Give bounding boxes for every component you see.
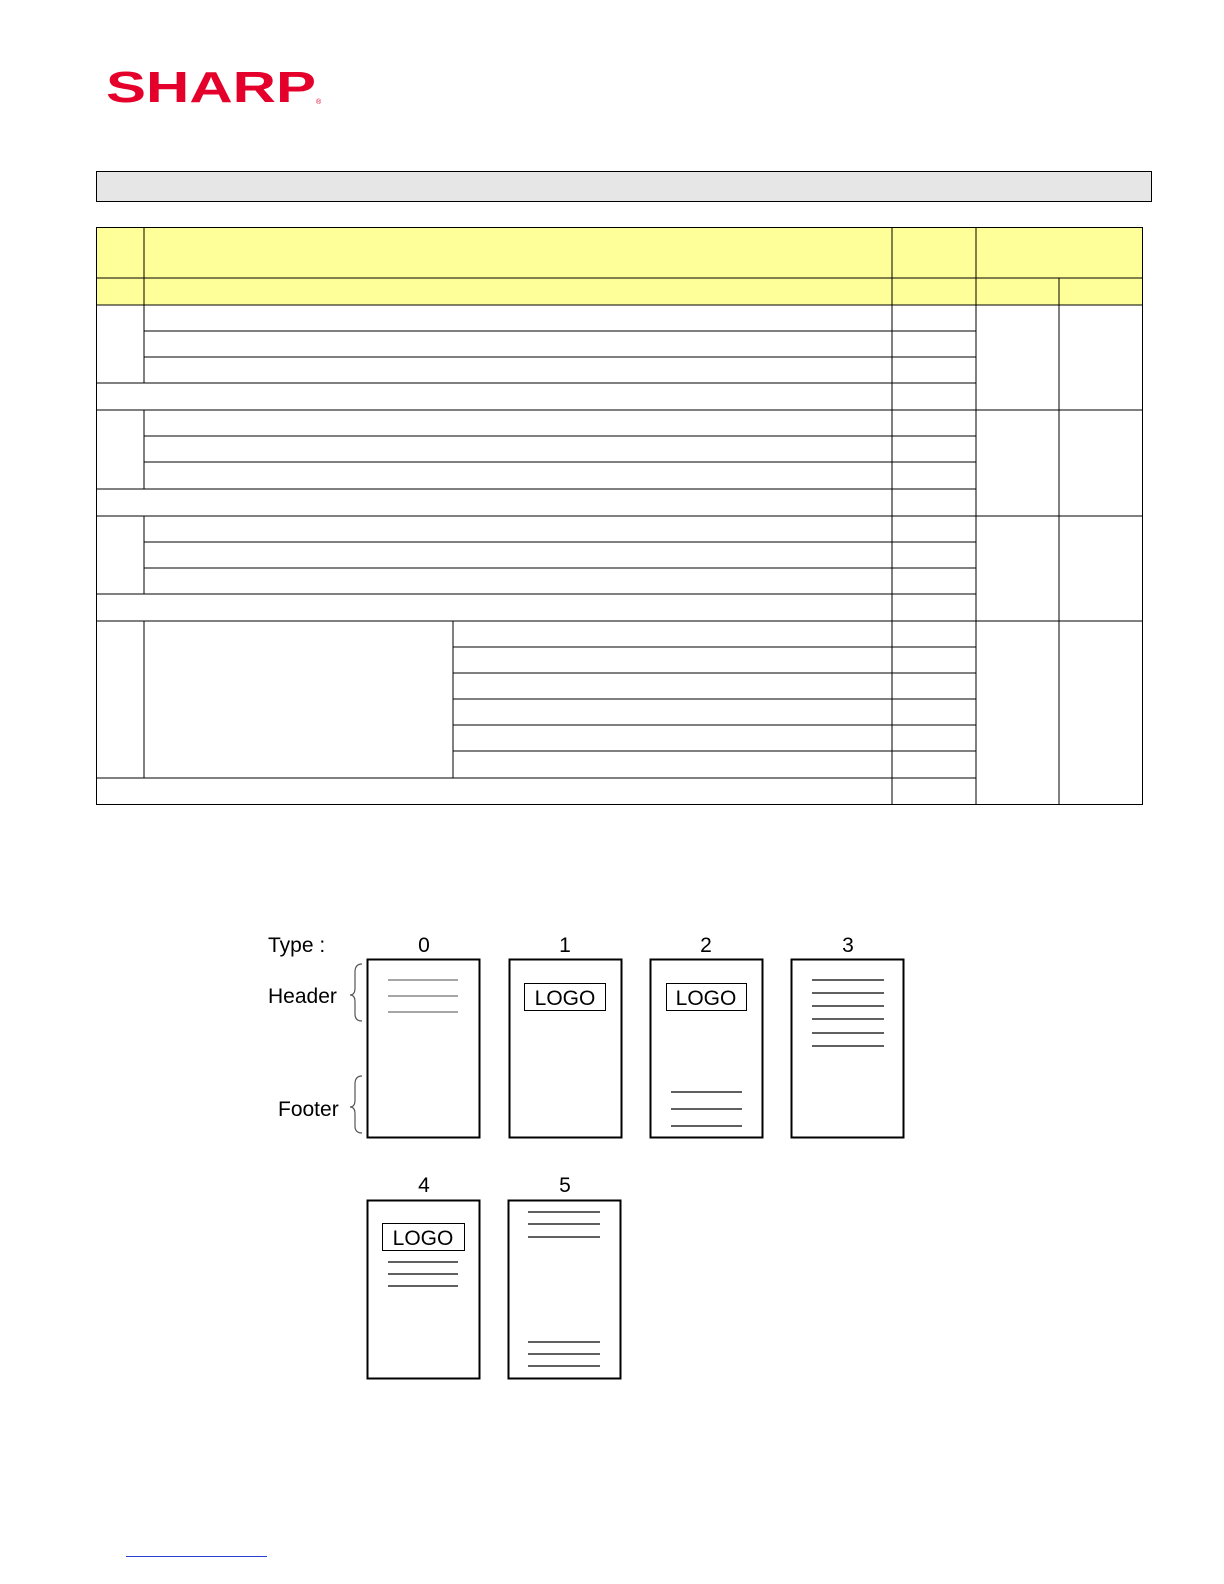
type-4-logo-text: LOGO	[392, 1227, 454, 1250]
type-2-footer-lines	[671, 1092, 742, 1126]
type-label: Type :	[268, 934, 326, 957]
type-2-logo-text: LOGO	[675, 987, 737, 1010]
type-number-0: 0	[418, 934, 430, 957]
type-1-logo-text: LOGO	[534, 987, 596, 1010]
type-number-5: 5	[559, 1174, 571, 1197]
type-number-1: 1	[559, 934, 571, 957]
page-type-0	[368, 960, 480, 1138]
page-type-3	[792, 960, 904, 1138]
page-type-5	[509, 1201, 621, 1379]
svg-text:SHARP: SHARP	[106, 68, 316, 108]
type-4-header-lines	[388, 1262, 458, 1286]
header-brace	[350, 964, 362, 1021]
type-5-footer-lines	[528, 1342, 600, 1366]
header-label: Header	[268, 985, 337, 1008]
footer-brace	[350, 1076, 362, 1133]
type-3-header-lines	[812, 980, 884, 1046]
type-5-header-lines	[528, 1212, 600, 1237]
footer-label: Footer	[278, 1098, 339, 1121]
type-0-header-lines	[388, 980, 458, 1012]
footer-link[interactable]	[126, 1556, 267, 1557]
type-number-4: 4	[418, 1174, 430, 1197]
type-number-3: 3	[842, 934, 854, 957]
type-number-2: 2	[700, 934, 712, 957]
svg-text:®: ®	[316, 99, 322, 106]
